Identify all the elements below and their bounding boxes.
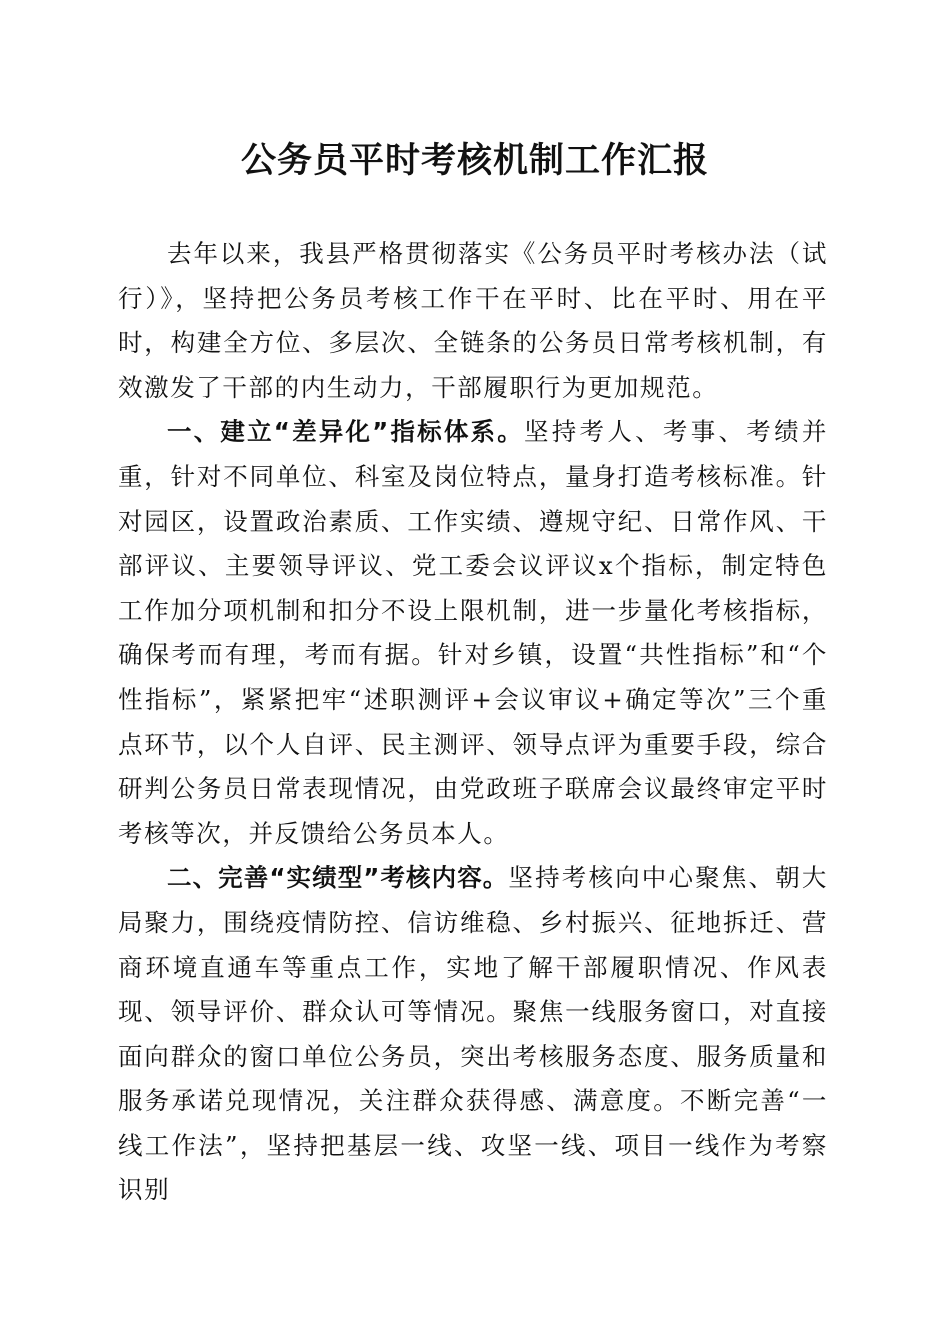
document-body xyxy=(118,232,828,1213)
intro-paragraph: 去年以来，我县严格贯彻落实《公务员平时考核办法（试行）》，坚持把公务员考核工作干在平时、比在平时、用在平时，构建全方位、多层次、全链条的公务员日常考核机制，有效激发了干部的内生动力，干部履职行为更加规范。 xyxy=(118,239,828,402)
section-paragraph-1 xyxy=(118,410,828,856)
section-heading-1: 一、建立“差异化”指标体系。 xyxy=(167,417,524,447)
section-heading-2: 二、完善“实绩型”考核内容。 xyxy=(167,863,509,893)
section-body-2: 坚持考核向中心聚焦、朝大局聚力，围绕疫情防控、信访维稳、乡村振兴、征地拆迁、营商环境直通车等重点工作，实地了解干部履职情况、作风表现、领导评价、群众认可等情况。聚焦一线服务窗口，对直接面向群众的窗口单位公务员，突出考核服务态度、服务质量和服务承诺兑现情况，关注群众获得感、满意度。不断完善“一线工作法”，坚持把基层一线、攻坚一线、项目一线作为考察识别 xyxy=(118,863,829,1205)
section-paragraph-2 xyxy=(118,856,828,1213)
document-title: 公务员平时考核机制工作汇报 xyxy=(240,140,709,181)
section-body-1: 坚持考人、考事、考绩并重，针对不同单位、科室及岗位特点，量身打造考核标准。针对园区，设置政治素质、工作实绩、遵规守纪、日常作风、干部评议、主要领导评议、党工委会议评议x个指标，制定特色工作加分项机制和扣分不设上限机制，进一步量化考核指标，确保考而有理，考而有据。针对乡镇，设置“共性指标”和“个性指标”，紧紧把牢“述职测评+会议审议+确定等次”三个重点环节，以个人自评、民主测评、领导点评为重要手段，综合研判公务员日常表现情况，由党政班子联席会议最终审定平时考核等次，并反馈给公务员本人。 xyxy=(118,417,828,848)
